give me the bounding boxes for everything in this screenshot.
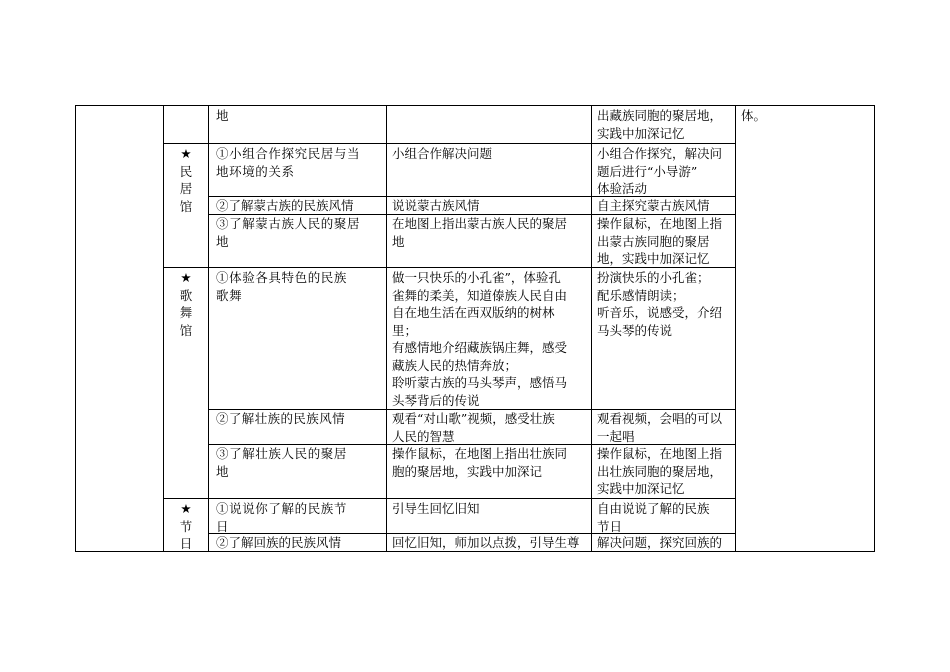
cell-teacher: 在地图上指出蒙古族人民的聚居 地 [392,216,568,249]
cell-student: 自主探究蒙古族风情 [597,198,710,213]
row-line [163,498,736,499]
cell-teacher: 做一只快乐的小孔雀”，体验孔 雀舞的柔美，知道傣族人民自由 自在地生活在西双版纳的树林 里； 有感情地介绍藏族锅庄舞，感受 藏族人民的热情奔放； 聆听蒙古族的马头琴声，感悟马 头琴背后的传说 [392,270,568,408]
cell-student: 出藏族同胞的聚居地， 实践中加深记忆 [597,108,723,141]
cell-note: 体。 [741,108,767,123]
cell-student: 操作鼠标，在地图上指 出蒙古族同胞的聚居 地，实践中加深记忆 [597,216,723,266]
cell-teacher: 引导生回忆旧知 [392,501,480,516]
cell-student: 自由说说了解的民族 节日 [597,501,710,534]
cell-teacher: 回忆旧知，师加以点拨，引导生尊 [392,535,580,550]
cell-teacher: 操作鼠标，在地图上指出壮族同 胞的聚居地，实践中加深记 [392,446,568,479]
cell-topic: ②了解壮族的民族风情 [216,411,346,426]
section-label-gewu: ★ 歌 舞 馆 [179,270,193,338]
cell-student: 观看视频，会唱的可以 一起唱 [597,411,723,444]
cell-teacher: 说说蒙古族风情 [392,198,480,213]
cell-topic: ①说说你了解的民族节 日 [216,501,348,534]
cell-topic: ①体验各具特色的民族 歌舞 [216,270,348,303]
cell-student: 扮演快乐的小孔雀； 配乐感情朗读； 听音乐，说感受，介绍 马头琴的传说 [597,270,723,338]
cell-student: 操作鼠标，在地图上指 出壮族同胞的聚居地， 实践中加深记忆 [597,446,723,496]
table-border-left [75,105,76,552]
cell-topic: 地 [216,108,229,123]
col-line-topic-left [208,105,209,552]
cell-topic: ①小组合作探究民居与当 地环境的关系 [216,146,361,179]
row-line [163,143,736,144]
cell-student: 小组合作探究，解决问 题后进行“小导游” 体验活动 [597,146,723,196]
table-border-right [874,105,875,552]
col-line-teacher-left [386,105,387,552]
cell-teacher: 小组合作解决问题 [392,146,493,161]
section-label-jieri: ★ 节 日 [179,501,193,551]
cell-topic: ②了解蒙古族的民族风情 [216,198,354,213]
table-border-top [75,105,875,106]
cell-topic: ②了解回族的民族风情 [216,535,342,550]
col-line-student-left [591,105,592,552]
cell-topic: ③了解蒙古族人民的聚居 地 [216,216,361,249]
section-label-minju: ★ 民 居 馆 [179,146,193,214]
cell-topic: ③了解壮族人民的聚居 地 [216,446,348,479]
col-line-note-left [735,105,736,552]
cell-student: 解决问题，探究回族的 [597,535,723,550]
cell-teacher: 观看“对山歌”视频，感受壮族 人民的智慧 [392,411,555,444]
